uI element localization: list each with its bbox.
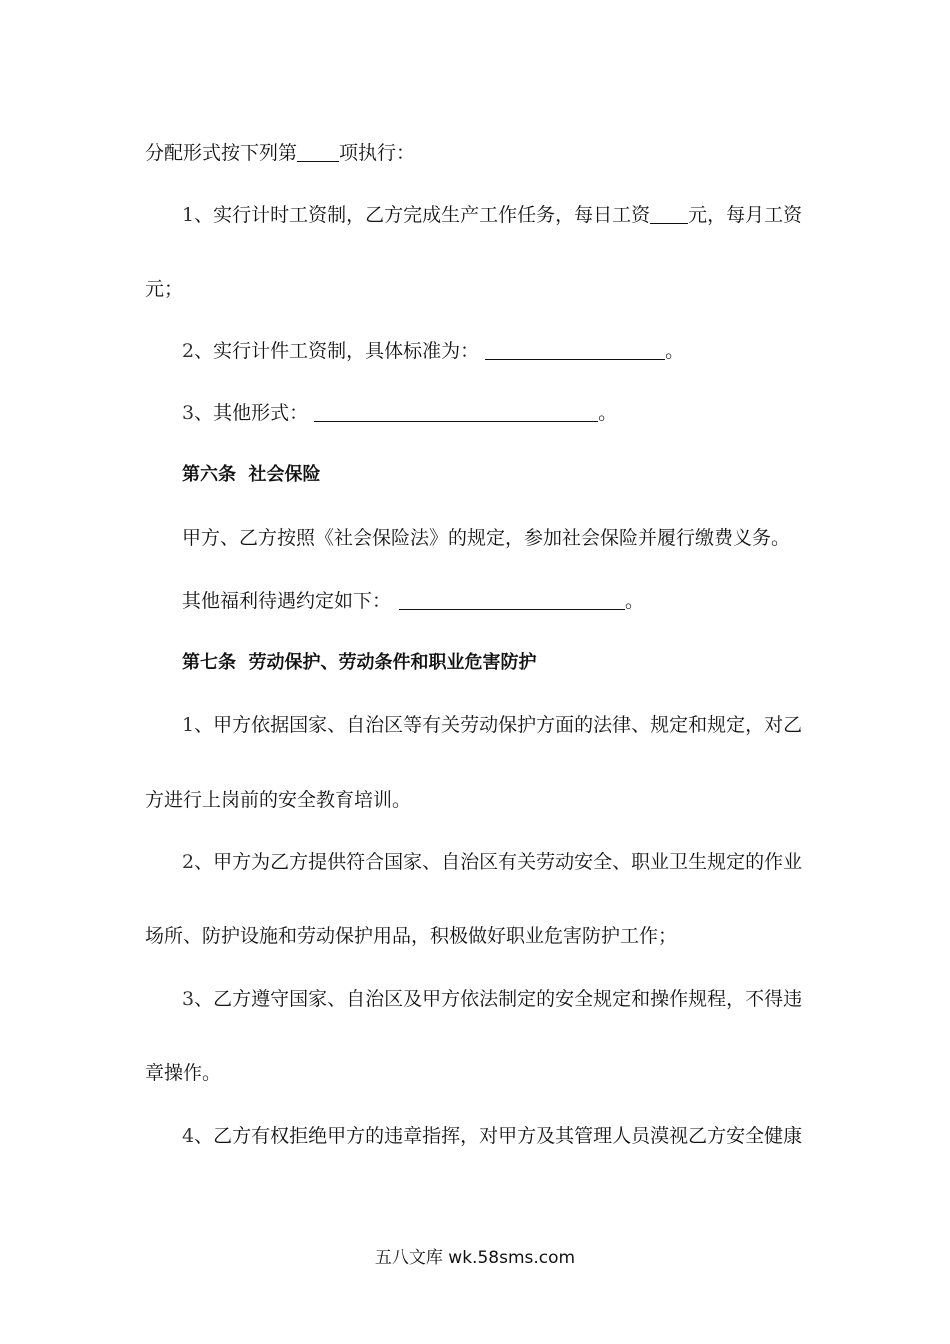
paragraph-operating-rules: 3、乙方遵守国家、自治区及甲方依法制定的安全规定和操作规程，不得违 bbox=[182, 988, 803, 1010]
paragraph-workplace-provision-cont: 场所、防护设施和劳动保护用品，积极做好职业危害防护工作； bbox=[145, 925, 678, 947]
blank-field bbox=[314, 403, 598, 422]
paragraph-workplace-provision: 2、甲方为乙方提供符合国家、自治区有关劳动安全、职业卫生规定的作业 bbox=[182, 851, 803, 873]
paragraph-social-insurance: 甲方、乙方按照《社会保险法》的规定，参加社会保险并履行缴费义务。 bbox=[182, 527, 791, 549]
blank-field bbox=[297, 143, 339, 162]
paragraph-other-form: 3、其他形式： 。 bbox=[182, 402, 618, 424]
article-6-heading: 第六条 社会保险 bbox=[182, 464, 321, 485]
paragraph-safety-training-cont: 方进行上岗前的安全教育培训。 bbox=[145, 789, 412, 811]
article-7-heading: 第七条 劳动保护、劳动条件和职业危害防护 bbox=[182, 652, 537, 673]
paragraph-operating-rules-cont: 章操作。 bbox=[145, 1062, 222, 1084]
paragraph-refuse-violation: 4、乙方有权拒绝甲方的违章指挥，对甲方及其管理人员漠视乙方安全健康 bbox=[182, 1125, 803, 1147]
paragraph-hourly-wage-cont: 元； bbox=[145, 278, 184, 300]
blank-field bbox=[399, 591, 625, 610]
paragraph-piece-wage: 2、实行计件工资制，具体标准为： 。 bbox=[182, 340, 685, 362]
blank-field bbox=[650, 205, 688, 224]
blank-field bbox=[485, 341, 665, 360]
page-footer: 五八文库 wk.58sms.com bbox=[374, 1248, 576, 1268]
paragraph-safety-training: 1、甲方依据国家、自治区等有关劳动保护方面的法律、规定和规定，对乙 bbox=[182, 714, 803, 736]
paragraph-other-benefits: 其他福利待遇约定如下： 。 bbox=[182, 590, 645, 612]
paragraph-wage-form: 分配形式按下列第 项执行： bbox=[145, 142, 416, 164]
paragraph-hourly-wage: 1、实行计时工资制，乙方完成生产工作任务，每日工资 元，每月工资 bbox=[182, 204, 803, 226]
